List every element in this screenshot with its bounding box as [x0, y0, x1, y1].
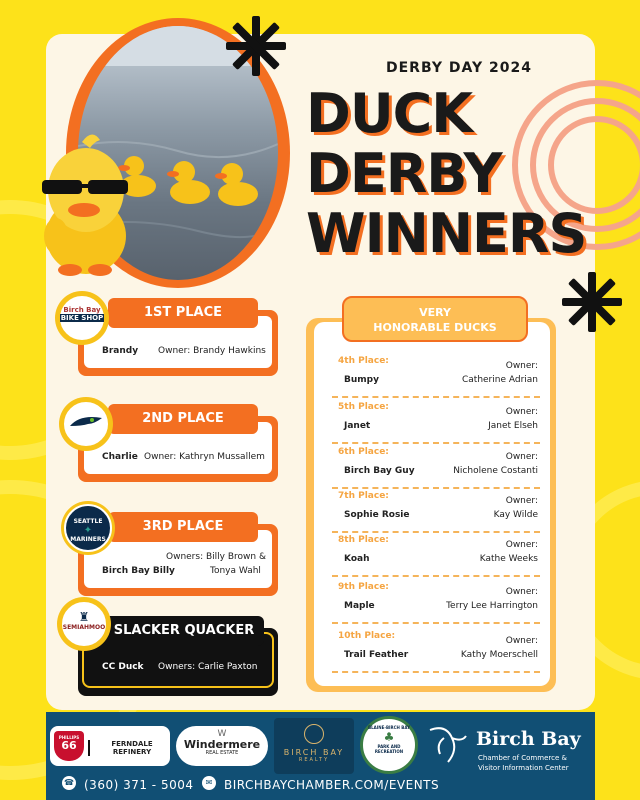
heron-logo-icon [424, 720, 468, 770]
owner-label: Owner: [505, 361, 538, 371]
place-label: 6th Place: [338, 447, 389, 457]
owner-label: Owner: [505, 540, 538, 550]
compass-icon: ✦ [83, 525, 93, 536]
duck-name: Trail Feather [344, 650, 409, 660]
place-label: 10th Place: [338, 631, 396, 641]
title-line: DUCK [306, 82, 473, 145]
honorable-title-line: HONORABLE DUCKS [373, 321, 497, 334]
chamber-name: Birch Bay [476, 728, 581, 750]
page-title [306, 84, 586, 264]
owner-name: Owners: Carlie Paxton [158, 662, 258, 672]
title-line: DERBY [306, 142, 502, 205]
place-label: SLACKER QUACKER [104, 616, 264, 646]
owner-name: Kathy Moerschell [460, 650, 538, 660]
place-label: 9th Place: [338, 582, 389, 592]
list-item [332, 533, 540, 577]
park-mid-text: PARK AND RECREATION [374, 744, 404, 754]
windermere-sub: REAL ESTATE [205, 750, 239, 756]
place-label: 3RD PLACE [108, 512, 258, 542]
place-label: 4th Place: [338, 356, 389, 366]
realty-sub: REALTY [298, 757, 330, 763]
list-item [332, 629, 540, 673]
website-link[interactable]: BIRCHBAYCHAMBER.COM/EVENTS [224, 778, 440, 792]
duck-name: Brandy [102, 346, 139, 356]
duck-name: Janet [344, 421, 371, 431]
list-item [332, 445, 540, 489]
sponsor-badge-semiahmoo [56, 596, 112, 652]
duck-name: Birch Bay Billy [102, 566, 175, 576]
place-label: 5th Place: [338, 402, 389, 412]
lighthouse-icon: ♜ [78, 610, 90, 624]
derby-day-label: DERBY DAY 2024 [386, 60, 532, 76]
phillips-brand: PHILLIPS [58, 735, 80, 740]
sponsor-badge-mariners [60, 500, 116, 556]
owner-label: Owner: [505, 587, 538, 597]
owner-label: Owner: [505, 407, 538, 417]
sponsor-name: BIKE SHOP [60, 314, 104, 322]
realty-logo-icon [304, 724, 324, 744]
duck-name: Maple [344, 601, 375, 611]
duck-name: Charlie [102, 452, 138, 462]
sponsor-name: SEMIAHMOO [62, 624, 106, 631]
sponsor-name: MARINERS [70, 536, 106, 543]
owner-label: Owner: [505, 636, 538, 646]
owner-name: Catherine Adrian [461, 375, 538, 385]
duck-name: Koah [344, 554, 370, 564]
phillips-number: 66 [61, 739, 77, 752]
sponsor-windermere [176, 726, 268, 766]
place-label: 1ST PLACE [108, 298, 258, 328]
asterisk-star-icon [226, 16, 286, 76]
windermere-name: Windermere [183, 738, 261, 751]
realty-name: BIRCH BAY [283, 748, 345, 757]
owner-label: Owner: [505, 496, 538, 506]
owner-name: Owners: Billy Brown & [166, 552, 266, 562]
title-line: WINNERS [306, 202, 587, 265]
owner-name: Tonya Wahl [210, 566, 261, 576]
owner-name: Kay Wilde [493, 510, 538, 520]
phone-icon: ☎ [62, 776, 76, 790]
duck-name: Bumpy [344, 375, 379, 385]
owner-name: Nicholene Costanti [453, 466, 538, 476]
honorable-title [342, 296, 528, 342]
duck-name: CC Duck [102, 662, 144, 672]
place-label: 7th Place: [338, 491, 389, 501]
owner-name: Terry Lee Harrington [446, 601, 538, 611]
owner-name: Janet Elseh [488, 421, 538, 431]
sponsor-name: Birch Bay [63, 306, 101, 314]
sponsor-badge-bike-shop [54, 290, 110, 346]
owner-label: Owner: [505, 452, 538, 462]
sponsor-badge-seahawks [58, 396, 114, 452]
owner-name: Owner: Brandy Hawkins [158, 346, 266, 356]
place-label: 8th Place: [338, 535, 389, 545]
mail-icon: ✉ [202, 776, 216, 790]
honorable-title-line: VERY [419, 306, 451, 319]
sponsor-park-recreation [360, 716, 418, 774]
phillips-66-shield-icon [54, 731, 84, 761]
duck-mascot [34, 128, 134, 278]
sponsor-birch-bay-realty [274, 718, 354, 774]
chamber-sub: Chamber of Commerce & [478, 754, 567, 762]
sponsor-name: SEATTLE [73, 518, 103, 525]
chamber-sub: Visitor Information Center [478, 764, 569, 772]
duck-name: Birch Bay Guy [344, 466, 415, 476]
list-item [332, 400, 540, 444]
park-top-text: BLAINE-BIRCH BAY [368, 725, 410, 730]
list-item [332, 354, 540, 398]
list-item [332, 489, 540, 533]
place-label: 2ND PLACE [108, 404, 258, 434]
list-item [332, 580, 540, 624]
owner-name: Owner: Kathryn Mussallem [144, 452, 265, 462]
asterisk-star-icon [562, 272, 622, 332]
refinery-name: FERNDALE REFINERY [88, 740, 170, 756]
owner-name: Kathe Weeks [479, 554, 538, 564]
duck-name: Sophie Rosie [344, 510, 410, 520]
sponsor-phillips-66 [50, 726, 170, 766]
windermere-w-icon: W [217, 729, 227, 739]
phone-number[interactable]: (360) 371 - 5004 [84, 778, 194, 792]
tree-icon: ♣ [383, 730, 395, 744]
